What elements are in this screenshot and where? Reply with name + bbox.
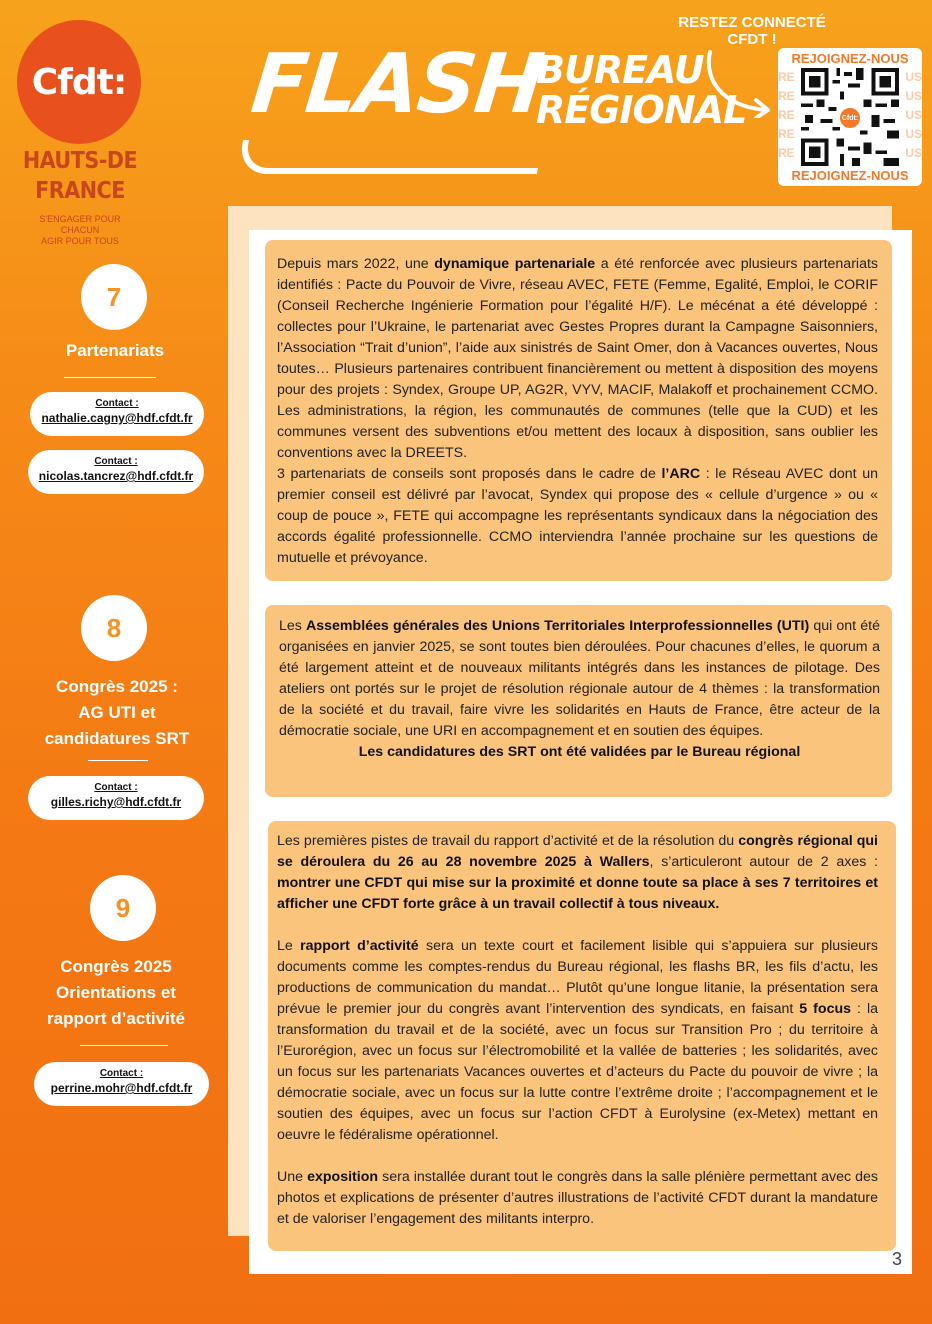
box-congres [268,821,896,1251]
congres-paragraph-2: Le rapport d’activité sera un texte court et facilement lisible qui s’appuiera sur plusieurs documents comme les comptes-rendus du Bureau régional, les flashs BR, les fils d’actu, les productions de communication du mandat… Plutôt qu’une longue litanie, la présentation sera prévue le premier jour du congrès avant l’intervention des syndicats, en faisant 5 focus : la transformation du travail et de la société, avec un focus sur Transition Pro ; du territoire à l’Eurorégion, avec un focus sur l’électromobilité et la vallée de batteries ; les solidarités, avec un focus sur les partenariats Vacances ouvertes et d’acteurs du Pacte du pouvoir de vivre ; la démocratie sociale, avec un focus sur la lutte contre l’extrême droite ; l’accompagnement et le soutien des équipes, avec un focus sur l’action CFDT à Eurolysine (ex-Metex) mettant en oeuvre le fédéralisme opérationnel. [277,938,879,1143]
tagline-line-2: AGIR POUR TOUS [41,236,119,246]
contact-label: Contact : [99,1068,144,1079]
section-title-partenariats: Partenariats [65,341,165,360]
connect-line-2: CFDT ! [727,31,777,48]
contact-email-link[interactable]: nicolas.tancrez@hdf.cfdt.fr [38,469,194,483]
bureau-word: BUREAU [536,48,704,92]
section-number-8: 8 [81,595,147,661]
qr-code-card[interactable] [778,48,922,186]
contact-card-nicolas[interactable] [28,450,204,494]
section-divider [80,1045,168,1046]
congres-paragraph-1: Les premières pistes de travail du rapport d’activité et de la résolution du congrès régional qui se déroulera du 26 au 28 novembre 2025 à Wallers, s’articuleront autour de 2 axes : montrer une CFDT qui mise sur la proximité et donne toute sa place à ses 7 territoires et afficher une CFDT forte grâce à un travail collectif à tous niveaux. [277,833,878,912]
curved-arrow-icon [700,48,780,118]
qr-center-logo: Cfdt: [838,106,862,130]
title-line: Congrès 2025 [60,957,172,976]
connect-line-1: RESTEZ CONNECTÉ [678,14,826,31]
content-panel [249,230,912,1274]
qr-label-bottom: REJOIGNEZ-NOUS [791,168,909,183]
contact-card-gilles[interactable] [28,776,204,820]
cfdt-logo [17,20,141,144]
contact-label: Contact : [94,782,138,793]
page-number: 3 [891,1249,902,1269]
region-name [10,146,150,206]
contact-card-nathalie[interactable] [30,392,204,436]
tagline [20,214,140,247]
contact-label: Contact : [94,456,138,467]
section-divider [88,760,148,761]
flash-title: FLASH [247,37,547,132]
stay-connected-text [662,14,842,48]
contact-email-link[interactable]: gilles.richy@hdf.cfdt.fr [50,795,182,809]
congres-paragraph-3: Une exposition sera installée durant tout le congrès dans la salle plénière permettant avec des photos et explications de présenter d’autres illustrations de l’activité CFDT durant la mandature et de valoriser l’engagement des militants interpro. [277,1169,879,1227]
tagline-line-1: S'ENGAGER POUR CHACUN [39,214,121,235]
title-underline [237,140,543,174]
section-divider [64,377,156,378]
qr-label-top: REJOIGNEZ-NOUS [791,51,909,66]
contact-email-link[interactable]: perrine.mohr@hdf.cfdt.fr [50,1081,193,1095]
region-line-1: HAUTS-DE [22,148,138,174]
title-line: candidatures SRT [44,729,190,748]
regional-word: RÉGIONAL [536,88,747,132]
partenariats-paragraph-2: 3 partenariats de conseils sont proposés dans le cadre de l’ARC : le Réseau AVEC dont un premier conseil est délivré par l’avocat, Syndex qui propose des « cellule d’urgence » ou « coup de pouce », FETE qui accompagne les représentants syndicaux dans la négociation des accords égalité professionnelle. CCMO interviendra l’année prochaine sur les questions de mutuelle et prévoyance. [277,466,878,566]
box-assemblees [265,605,892,797]
contact-email-link[interactable]: nathalie.cagny@hdf.cfdt.fr [41,411,193,425]
section-number-7: 7 [81,264,147,330]
contact-label: Contact : [95,398,139,409]
logo-text: Cfdt: [31,61,127,103]
qr-side-text-right: US US US US US [905,70,922,160]
assemblees-paragraph: Les Assemblées générales des Unions Territoriales Interprofessionnelles (UTI) qui ont été organisées en janvier 2025, se sont toutes bien déroulées. Pour chacunes d’elles, le quorum a été largement atteint et de nouveaux militants intégrés dans les instances de pilotage. Des ateliers ont portés sur le projet de résolution régionale autour de 4 thèmes : la transformation de la société et du travail, faire vivre les solidarités en Hauts de France, être acteur de la démocratie sociale, une URI en accompagnement et en soutien des équipes. [279,618,880,739]
title-line: Orientations et [56,983,176,1002]
title-line: AG UTI et [78,703,156,722]
region-line-2: FRANCE [35,178,125,204]
section-title-congres-orientations [31,954,201,1032]
candidatures-validated: Les candidatures des SRT ont été validées par le Bureau régional [358,744,801,760]
partenariats-paragraph-1: Depuis mars 2022, une dynamique partenariale a été renforcée avec plusieurs partenariats identifiés : Pacte du Pouvoir de Vivre, réseau AVEC, FETE (Femme, Egalité, Emploi, le CORIF (Conseil Recherche Ingénierie Formation pour l’égalité H/F). Le mécénat a été développé : collectes pour l’Ukraine, le partenariat avec Gestes Propres durant la Campagne Saisonniers, l’Association “Trait d’union”, l’aide aux sinistrés de Saint Omer, don à Vacances ouvertes, Nous toutes… Plusieurs partenaires contribuent financièrement ou mettent à disposition des moyens pour des projets : Syndex, Groupe UP, AG2R, VYV, MACIF, Malakoff et prochainement CCMO. Les administrations, la région, les communautés de communes (telle que la CUD) et les communes versent des subventions et/ou mettent des locaux à disposition, sans oublier les conventions avec la DREETS. [277,256,878,461]
section-number-9: 9 [90,875,156,941]
title-line: rapport d’activité [47,1009,185,1028]
title-line: Congrès 2025 : [56,677,178,696]
box-partenariats [265,240,892,581]
contact-card-perrine[interactable] [34,1062,209,1106]
section-title-congres-ag [32,674,202,752]
qr-side-text-left: RE RE RE RE RE [778,70,795,160]
